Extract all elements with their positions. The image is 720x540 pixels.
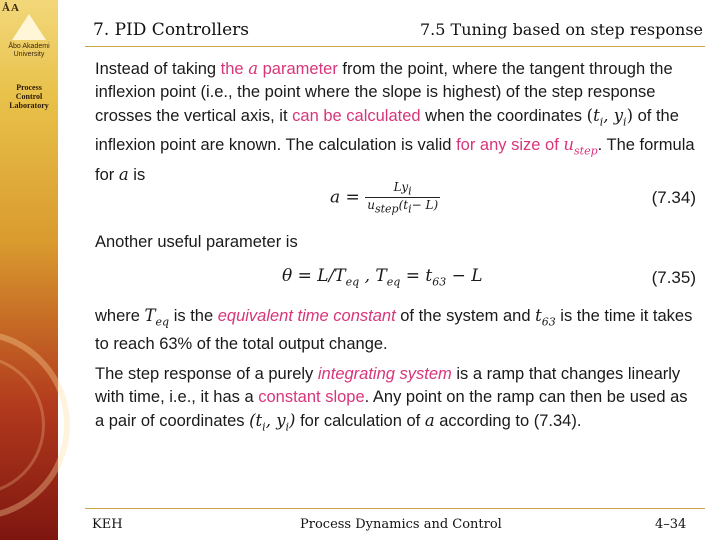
paragraph-3: where $T_{eq}$ is the equivalent time constant of the system and $t_{63}$ is the time it takes to reach 63% of the total output change. (95, 306, 693, 354)
footer-course: Process Dynamics and Control (300, 517, 502, 532)
equation-number-7-35: (7.35) (651, 268, 696, 287)
logo-name: Åbo Akademi University (8, 43, 50, 58)
logo-symbol: ÅA (2, 2, 20, 14)
header-divider (85, 46, 705, 47)
equation-number-7-34: (7.34) (651, 188, 696, 207)
lab-label: Process Control Laboratory (9, 83, 49, 110)
paragraph-4: The step response of a purely integrating system is a ramp that changes linearly with time, i.e., it has a constant slope. Any point on the ramp can then be used as a pair of coordinates ($t_i$, $y_i$) for calculation of a according to (7.34). (95, 365, 688, 434)
footer-page-number: 4–34 (655, 517, 687, 532)
section-title: 7.5 Tuning based on step response (420, 20, 703, 39)
university-logo (0, 0, 58, 70)
equation-7-34: a = $\frac{Ly_i}{u_{step}(t_i- L)}$ (330, 180, 439, 216)
logo-triangle-icon (12, 14, 46, 40)
footer-author: KEH (92, 517, 123, 532)
equation-7-35: $\theta = L/T_{eq}$ , $T_{eq} = t_{63} - L$ (282, 266, 483, 289)
footer-divider (85, 508, 705, 509)
paragraph-1: Instead of taking the a parameter from the point, where the tangent through the inflexion point (i.e., the point where the slope is highest) of the step response crosses the vertical axis, it can be calculated when the coordinates ($t_i$, $y_i$) of the inflexion point are known. The calculation is valid for any size of $u_{step}$. The formula for a is (95, 59, 695, 184)
paragraph-2: Another useful parameter is (95, 233, 298, 251)
chapter-title: 7. PID Controllers (93, 20, 249, 40)
sidebar-band (0, 0, 58, 540)
